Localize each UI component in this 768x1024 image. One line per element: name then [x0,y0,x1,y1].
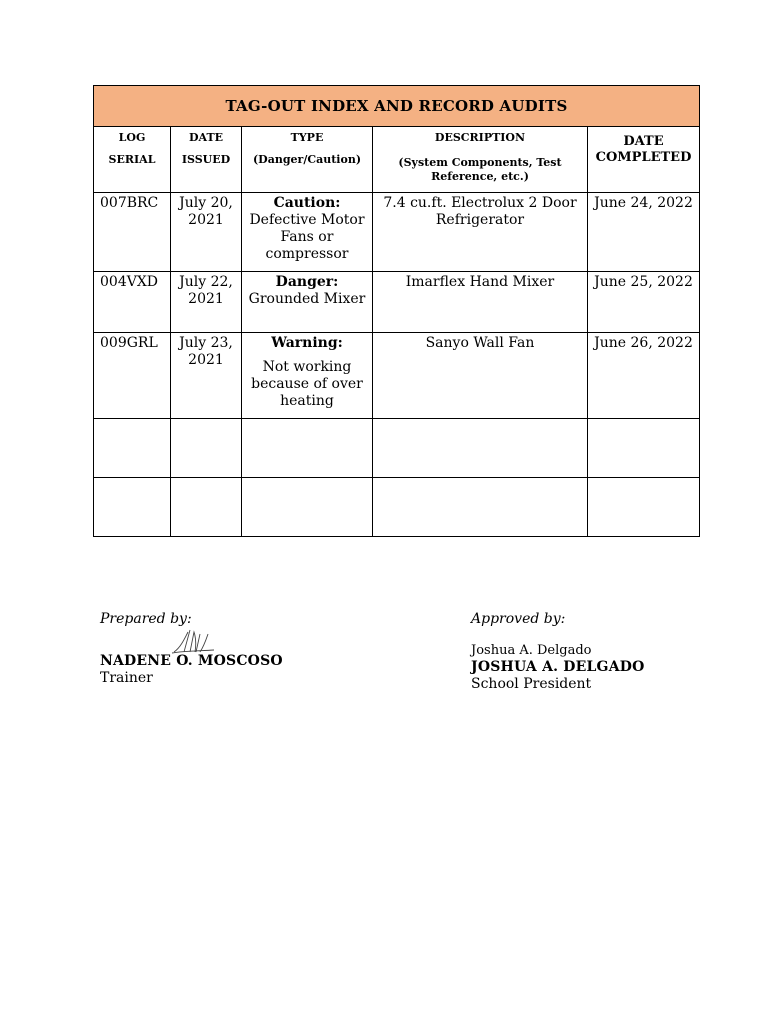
header-log-serial [94,127,171,193]
preparer-name: NADENE O. MOSCOSO [100,653,283,669]
table-row [94,272,700,333]
empty-cell [242,478,373,537]
type-detail: Defective Motor Fans or compressor [249,212,365,262]
date-issued-cell: July 23, 2021 [171,333,242,419]
table-row [94,333,700,419]
prepared-by-block [100,611,283,687]
approver-written-signature: Joshua A. Delgado [471,643,592,658]
header-row [94,127,700,193]
date-completed-cell: June 24, 2022 [588,193,700,272]
type-detail: Grounded Mixer [248,291,366,307]
type-cell [242,333,373,419]
description-cell: Imarflex Hand Mixer [373,272,588,333]
empty-cell [94,419,171,478]
empty-cell [373,419,588,478]
header-date-completed: DATE COMPLETED [588,127,700,193]
date-completed-cell: June 26, 2022 [588,333,700,419]
date-issued-cell: July 22, 2021 [171,272,242,333]
header-log-serial-line2: SERIAL [108,153,156,166]
empty-cell [373,478,588,537]
header-date-issued [171,127,242,193]
approved-by-block [471,611,645,693]
log-serial-cell: 009GRL [94,333,171,419]
type-detail: Not working because of over heating [251,359,363,409]
header-description-line2: (System Components, Test Reference, etc.) [398,156,562,183]
description-cell: Sanyo Wall Fan [373,333,588,419]
header-date-issued-line2: ISSUED [181,153,231,166]
empty-cell [171,478,242,537]
approver-name: JOSHUA A. DELGADO [471,659,645,675]
header-description-line1: DESCRIPTION [434,131,526,144]
empty-cell [588,419,700,478]
approver-role: School President [471,676,592,692]
date-completed-cell: June 25, 2022 [588,272,700,333]
empty-cell [94,478,171,537]
header-type-line1: TYPE [290,131,324,144]
empty-cell [588,478,700,537]
empty-table-row [94,419,700,478]
type-label: Warning: [271,335,343,351]
type-cell [242,193,373,272]
header-type [242,127,373,193]
description-cell: 7.4 cu.ft. Electrolux 2 Door Refrigerator [373,193,588,272]
empty-table-row [94,478,700,537]
header-description [373,127,588,193]
type-label: Caution: [273,195,341,211]
prepared-by-label: Prepared by: [100,611,192,627]
header-type-line2: (Danger/Caution) [252,153,362,166]
preparer-role: Trainer [100,670,153,686]
tag-out-audit-table [93,85,700,537]
log-serial-cell: 004VXD [94,272,171,333]
empty-cell [242,419,373,478]
table-row [94,193,700,272]
type-label: Danger: [275,274,339,290]
type-spacer [242,352,372,359]
empty-cell [171,419,242,478]
table-title: TAG-OUT INDEX AND RECORD AUDITS [94,86,700,127]
header-date-issued-line1: DATE [188,131,224,144]
signature-scribble-icon [170,626,216,656]
approved-by-label: Approved by: [471,611,566,627]
date-issued-cell: July 20, 2021 [171,193,242,272]
header-log-serial-line1: LOG [118,131,146,144]
log-serial-cell: 007BRC [94,193,171,272]
type-cell [242,272,373,333]
